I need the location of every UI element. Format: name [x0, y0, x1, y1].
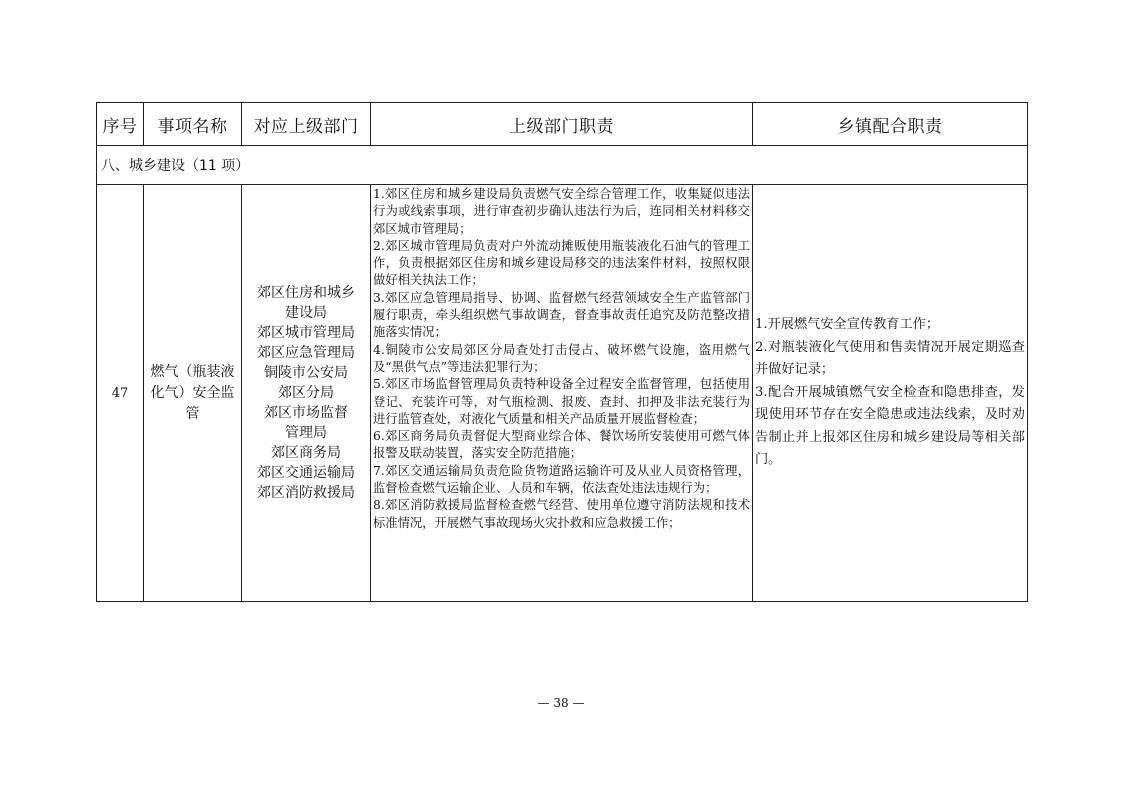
- department-line: 铜陵市公安局: [264, 365, 348, 381]
- town-duty-cell: [753, 185, 1028, 602]
- duty-table: [96, 102, 1028, 602]
- department-line: 郊区住房和城乡: [257, 285, 355, 301]
- page-number: — 38 —: [537, 696, 585, 710]
- upper-duty-item: 1.郊区住房和城乡建设局负责燃气安全综合管理工作，收集疑似违法行为或线索事项，进行审查初步确认违法行为后，连同相关材料移交郊区城市管理局；: [373, 187, 750, 236]
- header-upper-dept: 对应上级部门: [242, 103, 371, 146]
- department-list: [242, 185, 371, 602]
- row-number: 47: [97, 185, 144, 602]
- item-name: 燃气（瓶装液化气）安全监管: [144, 185, 242, 602]
- upper-duty-item: 5.郊区市场监督管理局负责特种设备全过程安全监督管理，包括使用登记、充装许可等，对气瓶检测、报废、查封、扣押及非法充装行为进行监管查处，对液化气质量和相关产品质量开展监督检查；: [373, 377, 750, 426]
- department-line: 郊区分局: [278, 385, 334, 401]
- header-item-name: 事项名称: [144, 103, 242, 146]
- upper-duty-item: 3.郊区应急管理局指导、协调、监督燃气经营领域安全生产监管部门履行职责，牵头组织燃气事故调查，督查事故责任追究及防范整改措施落实情况；: [373, 290, 750, 340]
- upper-duty-cell: [371, 185, 753, 602]
- upper-duty-item: 4.铜陵市公安局郊区分局查处打击侵占、破坏燃气设施，盗用燃气及“黑供气点”等违法犯罪行为；: [373, 342, 750, 374]
- upper-duty-item: 8.郊区消防救援局监督检查燃气经营、使用单位遵守消防法规和技术标准情况，开展燃气事故现场火灾扑救和应急救援工作；: [373, 498, 750, 530]
- upper-duty-item: 6.郊区商务局负责督促大型商业综合体、餐饮场所安装使用可燃气体报警及联动装置，落实安全防范措施；: [373, 429, 750, 461]
- department-line: 管理局: [285, 425, 327, 441]
- header-upper-duty: 上级部门职责: [371, 103, 753, 146]
- town-duty-item: 3.配合开展城镇燃气安全检查和隐患排查，发现使用环节存在安全隐患或违法线索，及时劝告制止并上报郊区住房和城乡建设局等相关部门。: [755, 384, 1025, 468]
- section-title: 八、城乡建设（11 项）: [97, 146, 1028, 185]
- town-duty-item: 1.开展燃气安全宣传教育工作；: [755, 316, 940, 332]
- department-line: 郊区城市管理局: [257, 325, 355, 341]
- table-row: [97, 185, 1028, 602]
- upper-duty-item: 2.郊区城市管理局负责对户外流动摊贩使用瓶装液化石油气的管理工作，负责根据郊区住房和城乡建设局移交的违法案件材料，按照权限做好相关执法工作；: [373, 238, 750, 288]
- department-line: 郊区市场监督: [264, 405, 348, 421]
- header-row: [97, 103, 1028, 146]
- section-row: [97, 146, 1028, 185]
- department-line: 郊区商务局: [271, 445, 341, 461]
- upper-duty-item: 7.郊区交通运输局负责危险货物道路运输许可及从业人员资格管理，监督检查燃气运输企业、人员和车辆，依法查处违法违规行为；: [373, 463, 750, 496]
- department-line: 建设局: [285, 305, 327, 321]
- town-duty-item: 2.对瓶装液化气使用和售卖情况开展定期巡查并做好记录；: [755, 339, 1025, 378]
- header-town-duty: 乡镇配合职责: [753, 103, 1028, 146]
- header-no: 序号: [97, 103, 144, 146]
- department-line: 郊区交通运输局: [257, 465, 355, 481]
- department-line: 郊区消防救援局: [257, 485, 355, 501]
- department-line: 郊区应急管理局: [257, 345, 355, 361]
